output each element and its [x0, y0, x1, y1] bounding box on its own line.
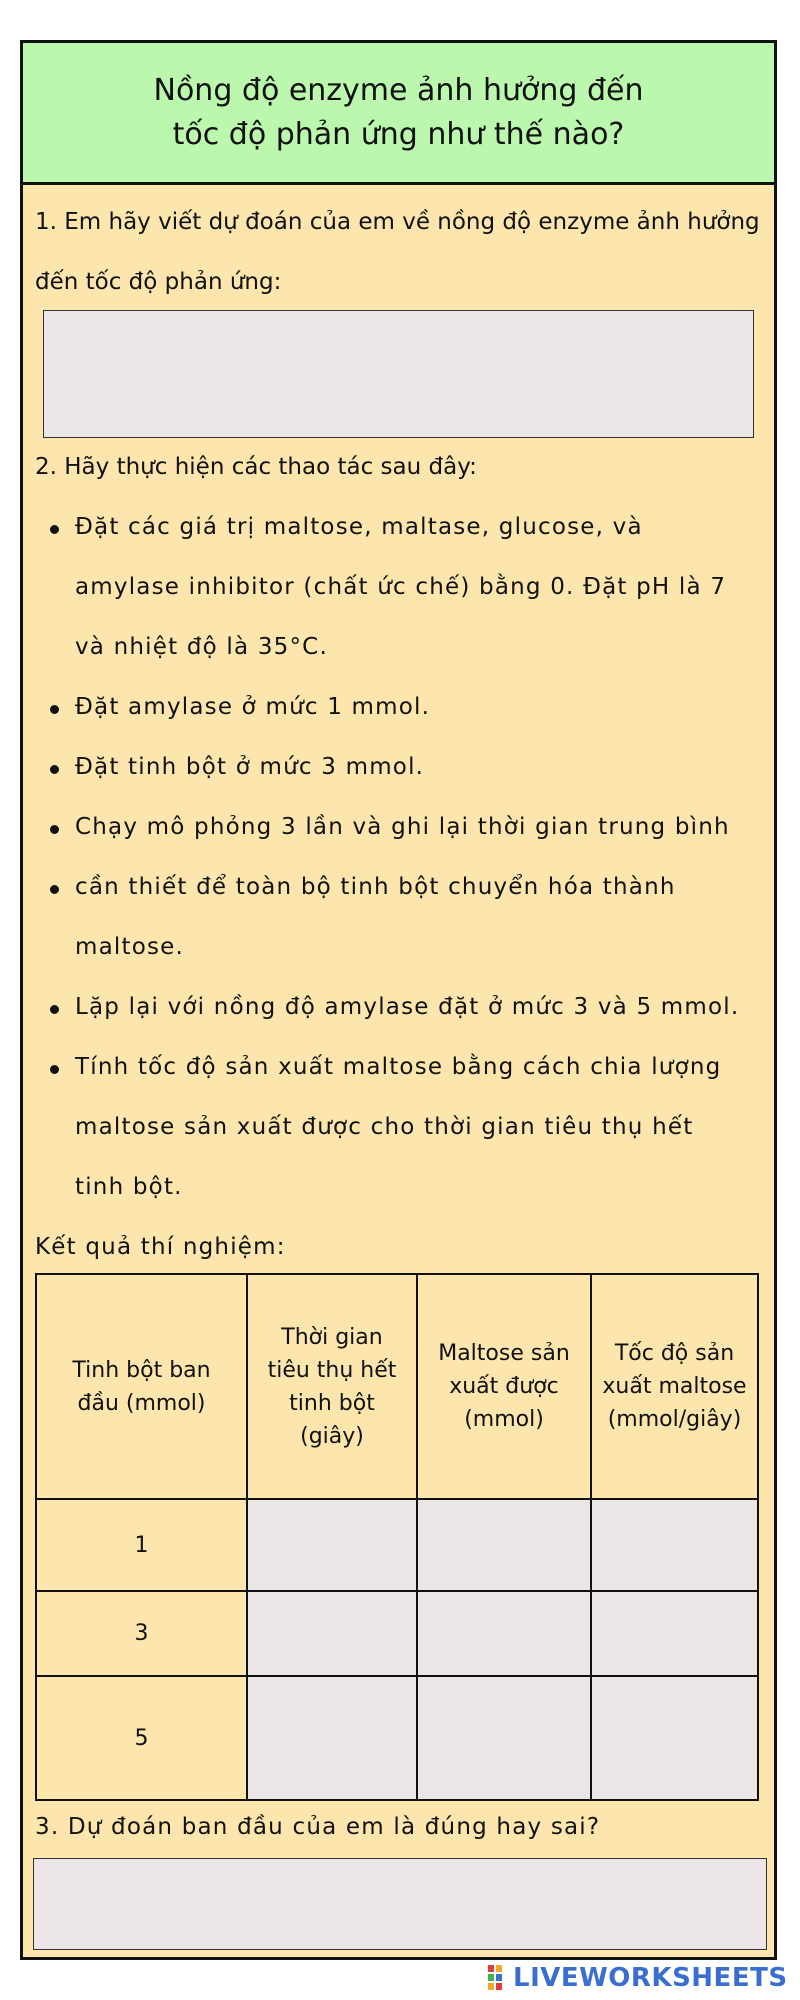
row-2-rate-cell[interactable] — [592, 1592, 757, 1675]
title-line-1: Nồng độ enzyme ảnh hưởng đến — [153, 72, 644, 108]
table-divider — [37, 1590, 757, 1592]
row-2-time-cell[interactable] — [248, 1592, 416, 1675]
row-1-maltose-cell[interactable] — [418, 1500, 590, 1590]
verdict-answer-box[interactable] — [33, 1858, 767, 1950]
worksheet — [20, 40, 777, 1960]
header-rate-line-3: (mmol/giây) — [607, 1407, 742, 1432]
question-1-line-2: đến tốc độ phản ứng: — [35, 269, 282, 295]
row-3-time-cell[interactable] — [248, 1677, 416, 1799]
bullet-icon — [50, 765, 59, 774]
question-3-text: 3. Dự đoán ban đầu của em là đúng hay sai? — [35, 1814, 601, 1840]
step-1-line-2: amylase inhibitor (chất ức chế) bằng 0. Đặt pH là 7 — [75, 574, 727, 600]
header-initial-starch — [37, 1275, 246, 1498]
header-time-line-4: (giây) — [300, 1423, 364, 1449]
header-initial-starch-line-1: Tinh bột ban — [72, 1357, 211, 1383]
row-3-starch: 5 — [134, 1725, 149, 1751]
row-1-time-cell[interactable] — [248, 1500, 416, 1590]
table-divider — [37, 1498, 757, 1500]
step-2-line-1: Đặt amylase ở mức 1 mmol. — [75, 694, 431, 720]
header-maltose-line-1: Maltose sản — [438, 1341, 570, 1366]
step-7-line-3: tinh bột. — [75, 1174, 183, 1200]
header-maltose-line-2: xuất được — [449, 1374, 559, 1399]
table-divider — [416, 1275, 418, 1799]
bullet-icon — [50, 1005, 59, 1014]
title-box — [23, 43, 774, 185]
liveworksheets-logo — [488, 1963, 788, 1993]
results-label: Kết quả thí nghiệm: — [35, 1234, 286, 1260]
row-3-rate-cell[interactable] — [592, 1677, 757, 1799]
bullet-icon — [50, 825, 59, 834]
row-2-maltose-cell[interactable] — [418, 1592, 590, 1675]
bullet-icon — [50, 1065, 59, 1074]
row-1-rate-cell[interactable] — [592, 1500, 757, 1590]
row-3-maltose-cell[interactable] — [418, 1677, 590, 1799]
header-time-line-3: tinh bột — [289, 1390, 375, 1416]
step-1-line-1: Đặt các giá trị maltose, maltase, glucose, và — [75, 514, 643, 540]
liveworksheets-logo-icon — [488, 1965, 510, 1991]
table-divider — [37, 1675, 757, 1677]
bullet-icon — [50, 705, 59, 714]
bullet-icon — [50, 525, 59, 534]
question-1-line-1: 1. Em hãy viết dự đoán của em về nồng độ enzyme ảnh hưởng — [35, 209, 760, 235]
title-line-2: tốc độ phản ứng như thế nào? — [172, 116, 625, 152]
header-rate-line-1: Tốc độ sản — [614, 1341, 735, 1366]
prediction-answer-box[interactable] — [43, 310, 754, 438]
header-rate-line-2: xuất maltose — [602, 1374, 747, 1399]
step-4-line-1: Chạy mô phỏng 3 lần và ghi lại thời gian trung bình — [75, 814, 730, 840]
results-table — [35, 1273, 759, 1801]
row-1-starch: 1 — [134, 1532, 149, 1558]
step-6-line-1: Lặp lại với nồng độ amylase đặt ở mức 3 và 5 mmol. — [75, 994, 740, 1020]
header-maltose-line-3: (mmol) — [464, 1407, 544, 1432]
header-maltose — [418, 1275, 590, 1498]
header-time — [248, 1275, 416, 1498]
step-5-line-2: maltose. — [75, 934, 185, 960]
bullet-icon — [50, 885, 59, 894]
step-7-line-2: maltose sản xuất được cho thời gian tiêu thụ hết — [75, 1114, 694, 1140]
step-7-line-1: Tính tốc độ sản xuất maltose bằng cách chia lượng — [75, 1054, 722, 1080]
row-2-starch: 3 — [134, 1621, 149, 1646]
step-5-line-1: cần thiết để toàn bộ tinh bột chuyển hóa thành — [75, 874, 676, 900]
table-divider — [590, 1275, 592, 1799]
table-divider — [246, 1275, 248, 1799]
question-2-heading: 2. Hãy thực hiện các thao tác sau đây: — [35, 454, 477, 480]
step-3-line-1: Đặt tinh bột ở mức 3 mmol. — [75, 754, 425, 780]
header-initial-starch-line-2: đầu (mmol) — [77, 1390, 206, 1416]
header-time-line-2: tiêu thụ hết — [267, 1357, 397, 1383]
header-rate — [592, 1275, 757, 1498]
step-1-line-3: và nhiệt độ là 35°C. — [75, 634, 328, 660]
header-time-line-1: Thời gian — [281, 1324, 383, 1350]
liveworksheets-brand-text: LIVEWORKSHEETS — [513, 1963, 788, 1993]
